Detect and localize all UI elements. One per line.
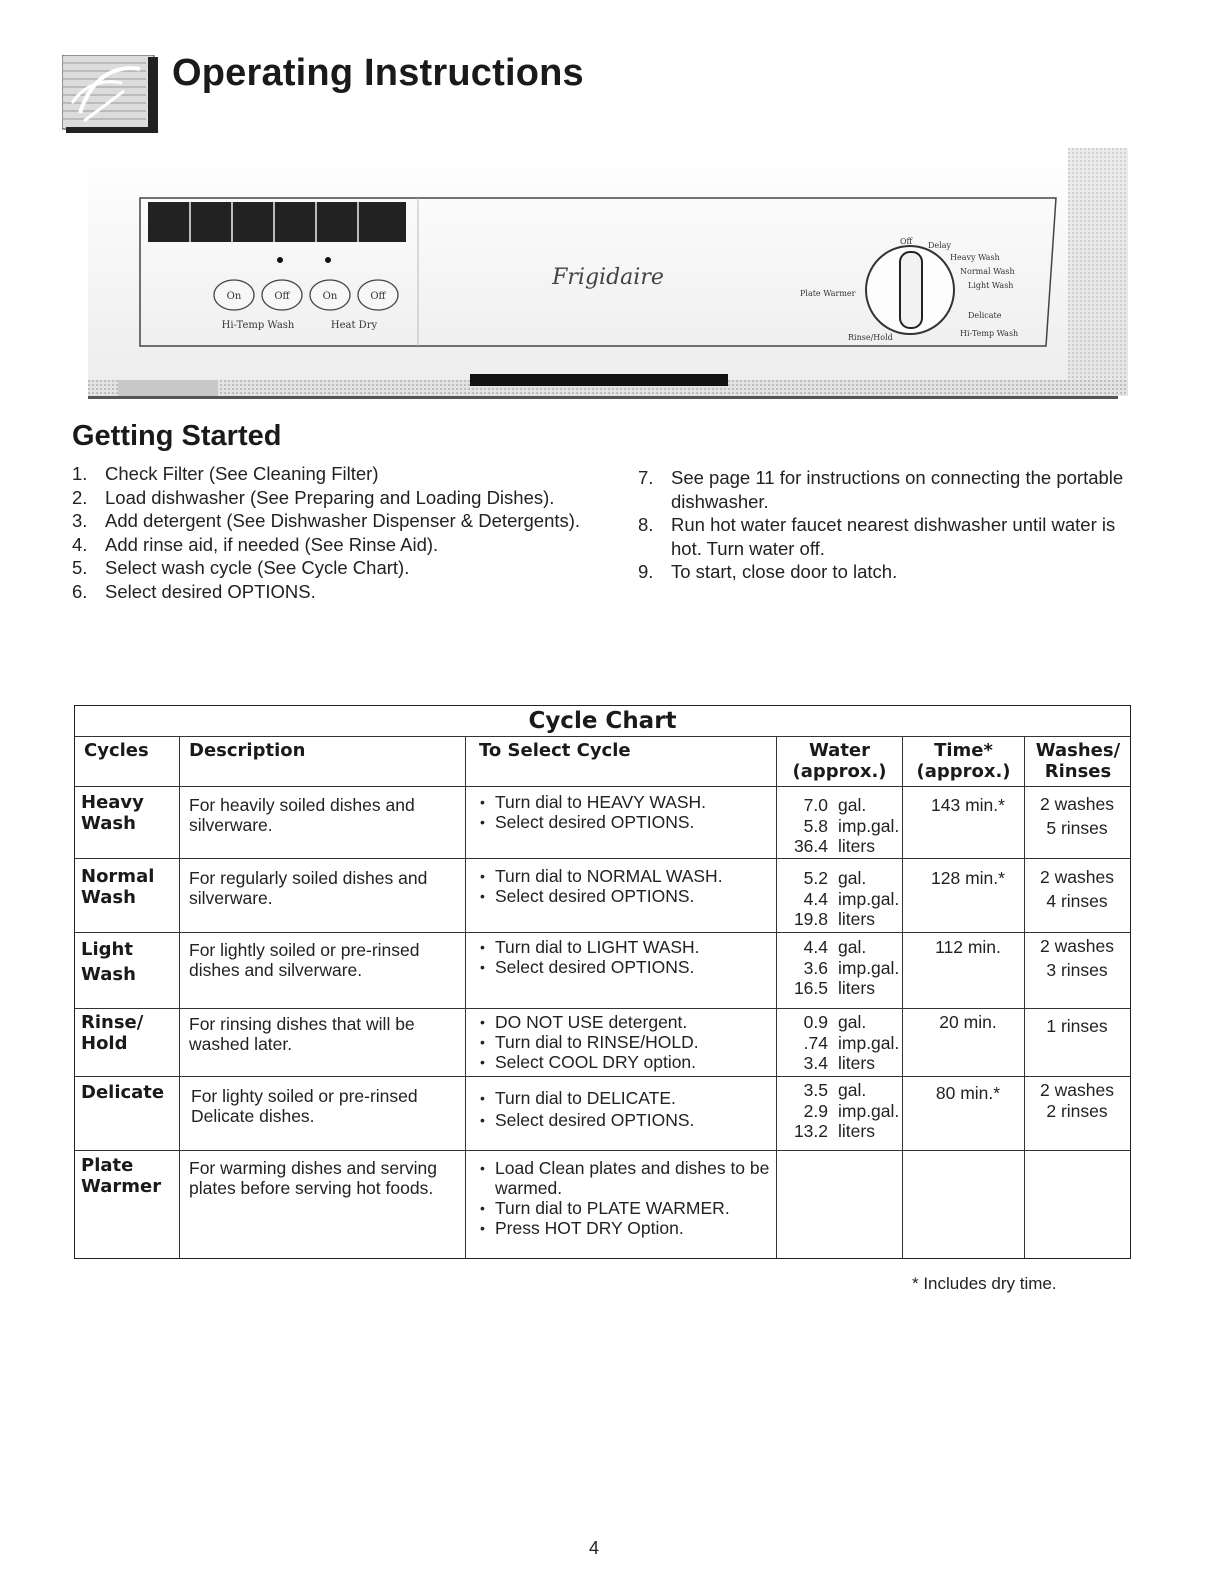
dial-label: Heavy Wash <box>950 253 1000 262</box>
column-divider <box>902 736 903 1258</box>
cycle-washes-rinses: 2 washes 2 rinses <box>1040 1080 1114 1121</box>
cycle-name: Light Wash <box>81 939 136 985</box>
cycle-time: 20 min. <box>939 1012 997 1032</box>
heat-dry-label: Heat Dry <box>330 320 378 331</box>
cycle-select-steps: • Turn dial to LIGHT WASH. • Select desired OPTIONS. <box>477 937 787 977</box>
cycle-description: For regularly soiled dishes and silverware. <box>189 868 428 908</box>
table-rule <box>75 858 1130 859</box>
step-item: 5. Select wash cycle (See Cycle Chart). <box>72 557 410 578</box>
cycle-water: 3.5 gal. 2.9 imp.gal. 13.2 liters <box>793 1080 900 1141</box>
table-rule <box>75 786 1130 787</box>
cycle-time: 80 min.* <box>935 1083 1001 1103</box>
page-number: 4 <box>589 1538 600 1558</box>
cycle-name: Plate Warmer <box>81 1155 162 1197</box>
table-rule <box>75 1008 1130 1009</box>
header-cycles: Cycles <box>84 740 149 761</box>
cycle-time: 143 min.* <box>931 795 1005 815</box>
dial-label: Rinse/Hold <box>848 333 893 342</box>
cycle-time: 112 min. <box>935 937 1001 957</box>
control-panel-illustration <box>88 148 1128 416</box>
table-rule <box>75 932 1130 933</box>
button-label: Off <box>370 291 386 302</box>
cycle-washes-rinses: 1 rinses <box>1046 1016 1108 1036</box>
button-label: On <box>322 291 338 302</box>
cycle-select-steps: • Turn dial to HEAVY WASH. • Select desired OPTIONS. <box>477 792 787 832</box>
cycle-select-steps: • Load Clean plates and dishes to be warmed. • Turn dial to PLATE WARMER. • Press HOT DRY Option. <box>477 1158 777 1238</box>
dial-label: Delicate <box>968 311 1002 320</box>
header-washes-rinses: Washes/ Rinses <box>1035 740 1121 782</box>
table-rule <box>75 1150 1130 1151</box>
getting-started-heading: Getting Started <box>72 420 282 452</box>
header-to-select-cycle: To Select Cycle <box>479 740 631 761</box>
indicator-light <box>325 257 331 263</box>
cycle-name: Normal Wash <box>81 866 155 908</box>
button-label: On <box>226 291 242 302</box>
footnote: * Includes dry time. <box>912 1274 1057 1293</box>
button-label: Off <box>274 291 290 302</box>
cycle-water: 5.2 gal. 4.4 imp.gal. 19.8 liters <box>793 868 900 929</box>
step-item: 2. Load dishwasher (See Preparing and Loading Dishes). <box>72 486 555 508</box>
step-item: 6. Select desired OPTIONS. <box>72 580 316 602</box>
dial-label: Hi-Temp Wash <box>960 329 1019 338</box>
cycle-description: For warming dishes and serving plates before serving hot foods. <box>189 1158 438 1198</box>
dial-label: Light Wash <box>968 281 1014 290</box>
step-item: 9. To start, close door to latch. <box>638 561 898 582</box>
step-item: 4. Add rinse aid, if needed (See Rinse Aid). <box>72 533 439 555</box>
page-title: Operating Instructions <box>172 52 584 94</box>
header-time: Time* (approx.) <box>916 740 1011 782</box>
cycle-chart-title: Cycle Chart <box>528 708 677 734</box>
table-rule <box>75 1076 1130 1077</box>
step-item: 7. See page 11 for instructions on connecting the portable dishwasher. <box>638 467 1124 512</box>
cycle-description: For heavily soiled dishes and silverware. <box>189 795 415 835</box>
step-item: 1. Check Filter (See Cleaning Filter) <box>72 463 379 484</box>
header-description: Description <box>189 740 306 761</box>
dial-label: Delay <box>928 241 951 250</box>
cycle-select-steps: • Turn dial to DELICATE. • Select desired OPTIONS. <box>477 1088 787 1130</box>
cycle-chart-table <box>74 705 1131 1259</box>
cycle-description: For lighty soiled or pre-rinsed Delicate dishes. <box>191 1086 418 1126</box>
brand-logo: Frigidaire <box>552 265 664 290</box>
header-water: Water (approx.) <box>792 740 887 782</box>
cycle-select-steps: • Turn dial to NORMAL WASH. • Select desired OPTIONS. <box>477 866 787 906</box>
cycle-water: 4.4 gal. 3.6 imp.gal. 16.5 liters <box>793 937 900 998</box>
cycle-time: 128 min.* <box>931 868 1005 888</box>
column-divider <box>179 736 180 1258</box>
cycle-name: Heavy Wash <box>81 792 144 834</box>
indicator-light <box>277 257 283 263</box>
dial-label: Off <box>900 237 913 246</box>
dial-knob <box>900 252 922 328</box>
cycle-washes-rinses: 2 washes 3 rinses <box>1040 936 1114 980</box>
steps-list-left <box>72 462 592 603</box>
dial-label: Plate Warmer <box>800 289 856 298</box>
step-item: 8. Run hot water faucet nearest dishwasher until water is hot. Turn water off. <box>638 514 1116 559</box>
cycle-select-steps: • DO NOT USE detergent. • Turn dial to RINSE/HOLD. • Select COOL DRY option. <box>477 1012 787 1072</box>
hi-temp-wash-label: Hi-Temp Wash <box>221 320 295 331</box>
cycle-name: Delicate <box>81 1082 165 1103</box>
table-rule <box>75 736 1130 737</box>
cycle-description: For rinsing dishes that will be washed later. <box>189 1014 415 1054</box>
dishwasher-section-icon <box>62 55 158 133</box>
dial-label: Normal Wash <box>960 267 1015 276</box>
cycle-water: 7.0 gal. 5.8 imp.gal. 36.4 liters <box>793 795 900 856</box>
cycle-washes-rinses: 2 washes 5 rinses <box>1040 794 1114 838</box>
cycle-water: 0.9 gal. .74 imp.gal. 3.4 liters <box>803 1012 900 1073</box>
cycle-name: Rinse/ Hold <box>81 1012 144 1054</box>
cycle-washes-rinses: 2 washes 4 rinses <box>1040 867 1114 911</box>
cycle-description: For lightly soiled or pre-rinsed dishes and silverware. <box>189 940 420 980</box>
steps-list-right <box>638 466 1148 584</box>
step-item: 3. Add detergent (See Dishwasher Dispenser & Detergents). <box>72 510 581 531</box>
